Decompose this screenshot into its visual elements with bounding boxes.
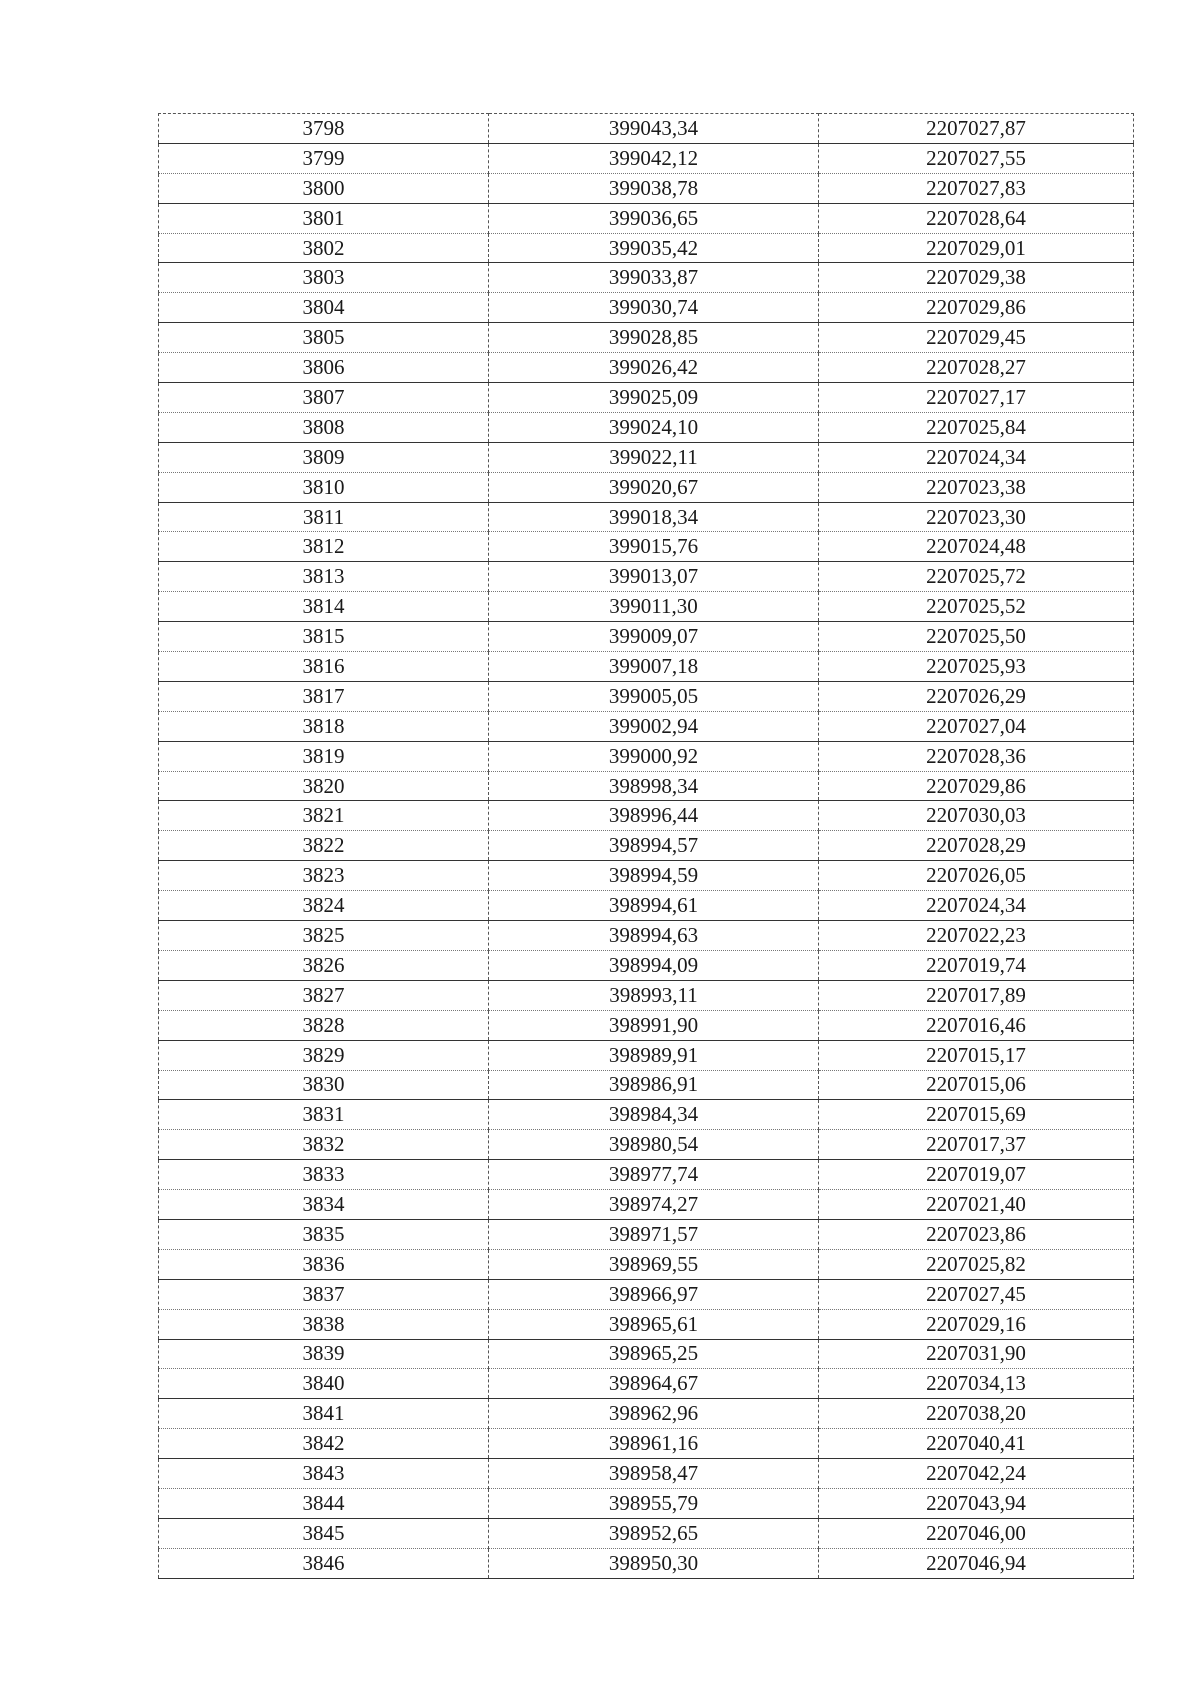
point-number-cell: 3800	[159, 173, 489, 203]
point-number-cell: 3803	[159, 263, 489, 293]
x-coordinate-cell: 399002,94	[489, 711, 819, 741]
table-row	[159, 921, 1134, 951]
point-number-cell: 3829	[159, 1040, 489, 1070]
point-number-cell: 3832	[159, 1130, 489, 1160]
point-number-cell: 3836	[159, 1249, 489, 1279]
point-number-cell: 3816	[159, 652, 489, 682]
x-coordinate-cell: 399009,07	[489, 622, 819, 652]
point-number-cell: 3835	[159, 1219, 489, 1249]
point-number-cell: 3837	[159, 1279, 489, 1309]
table-row	[159, 143, 1134, 173]
x-coordinate-cell: 399022,11	[489, 442, 819, 472]
table-row	[159, 173, 1134, 203]
y-coordinate-cell: 2207027,45	[819, 1279, 1134, 1309]
x-coordinate-cell: 398964,67	[489, 1369, 819, 1399]
y-coordinate-cell: 2207031,90	[819, 1339, 1134, 1369]
table-row	[159, 1429, 1134, 1459]
point-number-cell: 3807	[159, 383, 489, 413]
y-coordinate-cell: 2207015,69	[819, 1100, 1134, 1130]
x-coordinate-cell: 398994,61	[489, 891, 819, 921]
point-number-cell: 3834	[159, 1190, 489, 1220]
x-coordinate-cell: 398977,74	[489, 1160, 819, 1190]
point-number-cell: 3805	[159, 323, 489, 353]
table-row	[159, 711, 1134, 741]
point-number-cell: 3826	[159, 950, 489, 980]
table-row	[159, 861, 1134, 891]
y-coordinate-cell: 2207029,38	[819, 263, 1134, 293]
point-number-cell: 3818	[159, 711, 489, 741]
y-coordinate-cell: 2207017,89	[819, 980, 1134, 1010]
y-coordinate-cell: 2207022,23	[819, 921, 1134, 951]
x-coordinate-cell: 398994,63	[489, 921, 819, 951]
y-coordinate-cell: 2207019,74	[819, 950, 1134, 980]
x-coordinate-cell: 399035,42	[489, 233, 819, 263]
point-number-cell: 3833	[159, 1160, 489, 1190]
x-coordinate-cell: 398989,91	[489, 1040, 819, 1070]
y-coordinate-cell: 2207017,37	[819, 1130, 1134, 1160]
point-number-cell: 3842	[159, 1429, 489, 1459]
point-number-cell: 3804	[159, 293, 489, 323]
table-row	[159, 353, 1134, 383]
table-row	[159, 771, 1134, 801]
x-coordinate-cell: 399005,05	[489, 681, 819, 711]
point-number-cell: 3843	[159, 1459, 489, 1489]
table-row	[159, 652, 1134, 682]
y-coordinate-cell: 2207029,16	[819, 1309, 1134, 1339]
point-number-cell: 3841	[159, 1399, 489, 1429]
x-coordinate-cell: 399007,18	[489, 652, 819, 682]
x-coordinate-cell: 399028,85	[489, 323, 819, 353]
x-coordinate-cell: 399043,34	[489, 114, 819, 144]
y-coordinate-cell: 2207027,04	[819, 711, 1134, 741]
table-row	[159, 891, 1134, 921]
table-row	[159, 1339, 1134, 1369]
y-coordinate-cell: 2207023,86	[819, 1219, 1134, 1249]
point-number-cell: 3824	[159, 891, 489, 921]
point-number-cell: 3819	[159, 741, 489, 771]
point-number-cell: 3817	[159, 681, 489, 711]
point-number-cell: 3828	[159, 1010, 489, 1040]
y-coordinate-cell: 2207026,05	[819, 861, 1134, 891]
x-coordinate-cell: 398998,34	[489, 771, 819, 801]
y-coordinate-cell: 2207028,27	[819, 353, 1134, 383]
point-number-cell: 3811	[159, 502, 489, 532]
coordinates-table	[158, 113, 1134, 1579]
x-coordinate-cell: 398969,55	[489, 1249, 819, 1279]
y-coordinate-cell: 2207029,01	[819, 233, 1134, 263]
y-coordinate-cell: 2207046,00	[819, 1518, 1134, 1548]
table-row	[159, 1369, 1134, 1399]
x-coordinate-cell: 399020,67	[489, 472, 819, 502]
table-row	[159, 1040, 1134, 1070]
table-row	[159, 1070, 1134, 1100]
table-row	[159, 562, 1134, 592]
table-row	[159, 1518, 1134, 1548]
x-coordinate-cell: 399030,74	[489, 293, 819, 323]
y-coordinate-cell: 2207027,17	[819, 383, 1134, 413]
table-row	[159, 622, 1134, 652]
point-number-cell: 3802	[159, 233, 489, 263]
table-row	[159, 831, 1134, 861]
y-coordinate-cell: 2207015,17	[819, 1040, 1134, 1070]
x-coordinate-cell: 398965,61	[489, 1309, 819, 1339]
point-number-cell: 3814	[159, 592, 489, 622]
point-number-cell: 3840	[159, 1369, 489, 1399]
coordinates-table-body	[159, 114, 1134, 1579]
y-coordinate-cell: 2207029,86	[819, 293, 1134, 323]
table-row	[159, 1100, 1134, 1130]
table-row	[159, 293, 1134, 323]
x-coordinate-cell: 399013,07	[489, 562, 819, 592]
point-number-cell: 3808	[159, 412, 489, 442]
x-coordinate-cell: 399018,34	[489, 502, 819, 532]
y-coordinate-cell: 2207028,29	[819, 831, 1134, 861]
table-row	[159, 1130, 1134, 1160]
y-coordinate-cell: 2207025,82	[819, 1249, 1134, 1279]
point-number-cell: 3806	[159, 353, 489, 383]
x-coordinate-cell: 398974,27	[489, 1190, 819, 1220]
table-row	[159, 383, 1134, 413]
x-coordinate-cell: 399042,12	[489, 143, 819, 173]
point-number-cell: 3845	[159, 1518, 489, 1548]
point-number-cell: 3839	[159, 1339, 489, 1369]
x-coordinate-cell: 398996,44	[489, 801, 819, 831]
y-coordinate-cell: 2207046,94	[819, 1548, 1134, 1578]
point-number-cell: 3815	[159, 622, 489, 652]
y-coordinate-cell: 2207024,34	[819, 442, 1134, 472]
table-row	[159, 741, 1134, 771]
x-coordinate-cell: 398994,09	[489, 950, 819, 980]
y-coordinate-cell: 2207029,86	[819, 771, 1134, 801]
table-row	[159, 412, 1134, 442]
table-row	[159, 1160, 1134, 1190]
point-number-cell: 3831	[159, 1100, 489, 1130]
table-row	[159, 1190, 1134, 1220]
x-coordinate-cell: 399024,10	[489, 412, 819, 442]
point-number-cell: 3822	[159, 831, 489, 861]
table-row	[159, 323, 1134, 353]
y-coordinate-cell: 2207025,84	[819, 412, 1134, 442]
table-row	[159, 980, 1134, 1010]
table-row	[159, 263, 1134, 293]
y-coordinate-cell: 2207027,55	[819, 143, 1134, 173]
table-row	[159, 442, 1134, 472]
y-coordinate-cell: 2207042,24	[819, 1459, 1134, 1489]
x-coordinate-cell: 398991,90	[489, 1010, 819, 1040]
table-row	[159, 592, 1134, 622]
table-row	[159, 233, 1134, 263]
x-coordinate-cell: 398958,47	[489, 1459, 819, 1489]
y-coordinate-cell: 2207025,72	[819, 562, 1134, 592]
x-coordinate-cell: 398994,59	[489, 861, 819, 891]
x-coordinate-cell: 398994,57	[489, 831, 819, 861]
y-coordinate-cell: 2207024,34	[819, 891, 1134, 921]
table-row	[159, 532, 1134, 562]
point-number-cell: 3801	[159, 203, 489, 233]
table-row	[159, 472, 1134, 502]
point-number-cell: 3809	[159, 442, 489, 472]
y-coordinate-cell: 2207015,06	[819, 1070, 1134, 1100]
table-row	[159, 1279, 1134, 1309]
point-number-cell: 3844	[159, 1488, 489, 1518]
x-coordinate-cell: 399000,92	[489, 741, 819, 771]
y-coordinate-cell: 2207029,45	[819, 323, 1134, 353]
y-coordinate-cell: 2207030,03	[819, 801, 1134, 831]
x-coordinate-cell: 398952,65	[489, 1518, 819, 1548]
table-row	[159, 203, 1134, 233]
point-number-cell: 3813	[159, 562, 489, 592]
y-coordinate-cell: 2207016,46	[819, 1010, 1134, 1040]
table-row	[159, 1010, 1134, 1040]
point-number-cell: 3812	[159, 532, 489, 562]
y-coordinate-cell: 2207025,93	[819, 652, 1134, 682]
x-coordinate-cell: 398971,57	[489, 1219, 819, 1249]
point-number-cell: 3838	[159, 1309, 489, 1339]
point-number-cell: 3825	[159, 921, 489, 951]
point-number-cell: 3846	[159, 1548, 489, 1578]
y-coordinate-cell: 2207040,41	[819, 1429, 1134, 1459]
point-number-cell: 3799	[159, 143, 489, 173]
table-row	[159, 1548, 1134, 1578]
table-row	[159, 1219, 1134, 1249]
y-coordinate-cell: 2207021,40	[819, 1190, 1134, 1220]
x-coordinate-cell: 399036,65	[489, 203, 819, 233]
x-coordinate-cell: 398966,97	[489, 1279, 819, 1309]
x-coordinate-cell: 398980,54	[489, 1130, 819, 1160]
x-coordinate-cell: 399025,09	[489, 383, 819, 413]
point-number-cell: 3820	[159, 771, 489, 801]
point-number-cell: 3823	[159, 861, 489, 891]
x-coordinate-cell: 399011,30	[489, 592, 819, 622]
y-coordinate-cell: 2207027,87	[819, 114, 1134, 144]
x-coordinate-cell: 398955,79	[489, 1488, 819, 1518]
x-coordinate-cell: 399026,42	[489, 353, 819, 383]
x-coordinate-cell: 398993,11	[489, 980, 819, 1010]
table-row	[159, 801, 1134, 831]
y-coordinate-cell: 2207025,52	[819, 592, 1134, 622]
y-coordinate-cell: 2207023,38	[819, 472, 1134, 502]
y-coordinate-cell: 2207028,64	[819, 203, 1134, 233]
point-number-cell: 3821	[159, 801, 489, 831]
point-number-cell: 3830	[159, 1070, 489, 1100]
point-number-cell: 3827	[159, 980, 489, 1010]
table-row	[159, 1488, 1134, 1518]
table-row	[159, 681, 1134, 711]
y-coordinate-cell: 2207043,94	[819, 1488, 1134, 1518]
table-row	[159, 114, 1134, 144]
table-row	[159, 1399, 1134, 1429]
x-coordinate-cell: 399033,87	[489, 263, 819, 293]
y-coordinate-cell: 2207023,30	[819, 502, 1134, 532]
y-coordinate-cell: 2207028,36	[819, 741, 1134, 771]
table-row	[159, 1459, 1134, 1489]
x-coordinate-cell: 398962,96	[489, 1399, 819, 1429]
table-row	[159, 502, 1134, 532]
y-coordinate-cell: 2207034,13	[819, 1369, 1134, 1399]
y-coordinate-cell: 2207038,20	[819, 1399, 1134, 1429]
x-coordinate-cell: 398984,34	[489, 1100, 819, 1130]
x-coordinate-cell: 398965,25	[489, 1339, 819, 1369]
y-coordinate-cell: 2207027,83	[819, 173, 1134, 203]
y-coordinate-cell: 2207026,29	[819, 681, 1134, 711]
y-coordinate-cell: 2207025,50	[819, 622, 1134, 652]
table-row	[159, 950, 1134, 980]
y-coordinate-cell: 2207024,48	[819, 532, 1134, 562]
table-row	[159, 1309, 1134, 1339]
table-row	[159, 1249, 1134, 1279]
point-number-cell: 3810	[159, 472, 489, 502]
x-coordinate-cell: 399038,78	[489, 173, 819, 203]
x-coordinate-cell: 399015,76	[489, 532, 819, 562]
x-coordinate-cell: 398961,16	[489, 1429, 819, 1459]
y-coordinate-cell: 2207019,07	[819, 1160, 1134, 1190]
x-coordinate-cell: 398950,30	[489, 1548, 819, 1578]
point-number-cell: 3798	[159, 114, 489, 144]
x-coordinate-cell: 398986,91	[489, 1070, 819, 1100]
